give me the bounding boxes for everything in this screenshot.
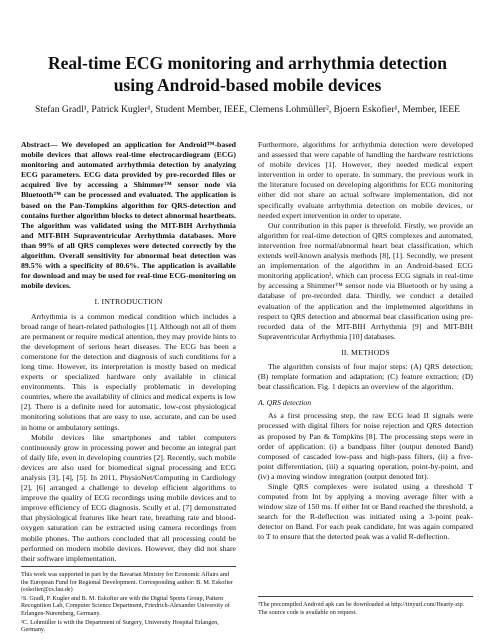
footnotes-left xyxy=(21,566,236,635)
footnote-support: This work was supported in part by the Bavarian Ministry for Economic Affairs and the European Fund for Regional Development. Corresponding author: B. M. Eskofier (eskofier@cs.fau.de) xyxy=(21,571,233,594)
footnote-1: ¹S. Gradl, P. Kugler and B. M. Eskofier are with the Digital Sports Group, Pattern Recognition Lab, Computer Science Department, Friedrich-Alexander University of Erlangen-Nuremberg, Germany. xyxy=(21,594,230,617)
right-paragraph-1: Furthermore, algorithms for arrhythmia detection were developed and assessed that were capable of handling the hardware restrictions of mobile devices [1]. However, they needed medical expert intervention in order to operate. In summary, the previous work in the literature focused on developing algorithms for ECG monitoring either did not share an actual software implementation, did not specifically evaluate arrhythmia detection on mobile devices, or needed expert intervention in order to operate. xyxy=(258,140,473,220)
methods-paragraph-1: The algorithm consists of four major steps: (A) QRS detection; (B) template formation and adaptation; (C) feature extraction; (D) beat classification. Fig. 1 depicts an overview of the algorithm. xyxy=(258,361,473,392)
section-heading-methods: II. METHODS xyxy=(341,347,390,357)
subsection-heading-qrs: A. QRS detection xyxy=(258,398,312,408)
right-paragraph-2: Our contribution in this paper is threefold. Firstly, we provide an algorithm for real-time detection of QRS complexes and automated, intervention free normal/abnormal heart beat classification, which extends well-known analysis methods [8], [1]. Secondly, we present an implementation of the algorithm in an Android-based ECG monitoring application³, which can process ECG signals in real-time by accessing a Shimmer™ sensor node via Bluetooth or by using a database of pre-recorded data. Thirdly, we conduct a detailed evaluation of the application and the implemented algorithms in respect to QRS detection and abnormal beat classification using pre-recorded data of the MIT-BIH Arrhythmia [9] and MIT-BIH Supraventricular Arrhythmia [10] databases. xyxy=(258,220,473,341)
section-heading-introduction: I. INTRODUCTION xyxy=(94,297,163,307)
footnote-2: ²C. Lohmüller is with the Department of Surgery, University Hospital Erlangen, Germany. xyxy=(21,618,219,634)
footnote-3: ³The precompiled Android apk can be downloaded at http://tinyurl.com/Hearty-zip. The source code is available on request. xyxy=(258,601,465,616)
qrs-paragraph-2: Single QRS complexes were isolated using a threshold T computed from Int by applying a moving average filter with a window size of 150 ms. If either Int or Band reached the threshold, a search for the R-deflection was initiated using a 3-point peak-detector on Band. For each peak candidate, Int was again compared to T to ensure that the detected peak was a valid R-deflection. xyxy=(258,482,473,542)
intro-paragraph-2: Mobile devices like smartphones and tablet computers continuously grow in processing power and become an integral part of daily life, even in developing countries [2]. Recently, such mobile devices are also used for biomedical signal processing and ECG analysis [3], [4], [5]. In 2011, PhysioNet/Computing in Cardiology [2], [6] arranged a challenge to develop efficient algorithms to improve the quality of ECG recordings using mobile devices and to improve efficiency of ECG diagnosis. Scully et al. [7] demonstrated that physiological features like heart rate, breathing rate and blood-oxygen saturation can be extracted using camera recordings from mobile phones. The authors concluded that all processing could be performed on modern mobile devices. However, they did not share their software implementation. xyxy=(21,432,236,563)
qrs-paragraph-1: As a first processing step, the raw ECG lead II signals were processed with digital filters for noise rejection and QRS detection as proposed by Pan & Tompkins [8]. The processing steps were in order of application: (i) a bandpass filter (output denoted Band) composed of cascaded low-pass and high-pass filters, (ii) a five-point differentiation, (iii) a squaring operation, point-by-point, and (iv) a moving window integration (output denoted Int). xyxy=(258,411,473,481)
paper-title xyxy=(20,52,475,96)
abstract: Abstract— We developed an application for Android™-based mobile devices that allows real-time electrocardiogram (ECG) monitoring and automated arrhythmia detection by analyzing ECG parameters. ECG data provided by pre-recorded files or acquired live by accessing a Shimmer™ sensor node via Bluetooth™ can be processed and evaluated. The application is based on the Pan-Tompkins algorithm for QRS-detection and contains further algorithm blocks to detect abnormal heartbeats. The algorithm was validated using the MIT-BIH Arrhythmia and MIT-BIH Supraventricular Arrhythmia databases. More than 99% of all QRS complexes were detected correctly by the algorithm. Overall sensitivity for abnormal beat detection was 89.5% with a specificity of 80.6%. The application is available for download and may be used for real-time ECG-monitoring on mobile devices. xyxy=(21,140,236,291)
left-column xyxy=(21,140,236,564)
title-line-1: Real-time ECG monitoring and arrhythmia detection xyxy=(47,53,448,73)
author-list: Stefan Gradl¹, Patrick Kugler¹, Student Member, IEEE, Clemens Lohmüller², Bjoern Eskofier¹, Member, IEEE xyxy=(34,104,461,115)
right-column xyxy=(258,140,473,543)
intro-paragraph-1: Arrhythmia is a common medical condition which includes a broad range of heart-related pathologies [1]. Although not all of them are permanent or require medical attention, they may provide hints to the development of serious heart diseases. The ECG has been a cornerstone for the detection and diagnosis of such conditions for a long time. However, its interpretation is mostly based on medical experts or specialized hardware only available in clinical environments. This is especially problematic in developing countries, where the availability of clinics and medical experts is low [2]. There is a definite need for automatic, low-cost physiological monitoring solutions that are easy to use, accurate, and can be used in home or ambulatory settings. xyxy=(21,311,236,432)
footnote-right xyxy=(258,596,473,617)
title-line-2: using Android-based mobile devices xyxy=(113,75,382,95)
